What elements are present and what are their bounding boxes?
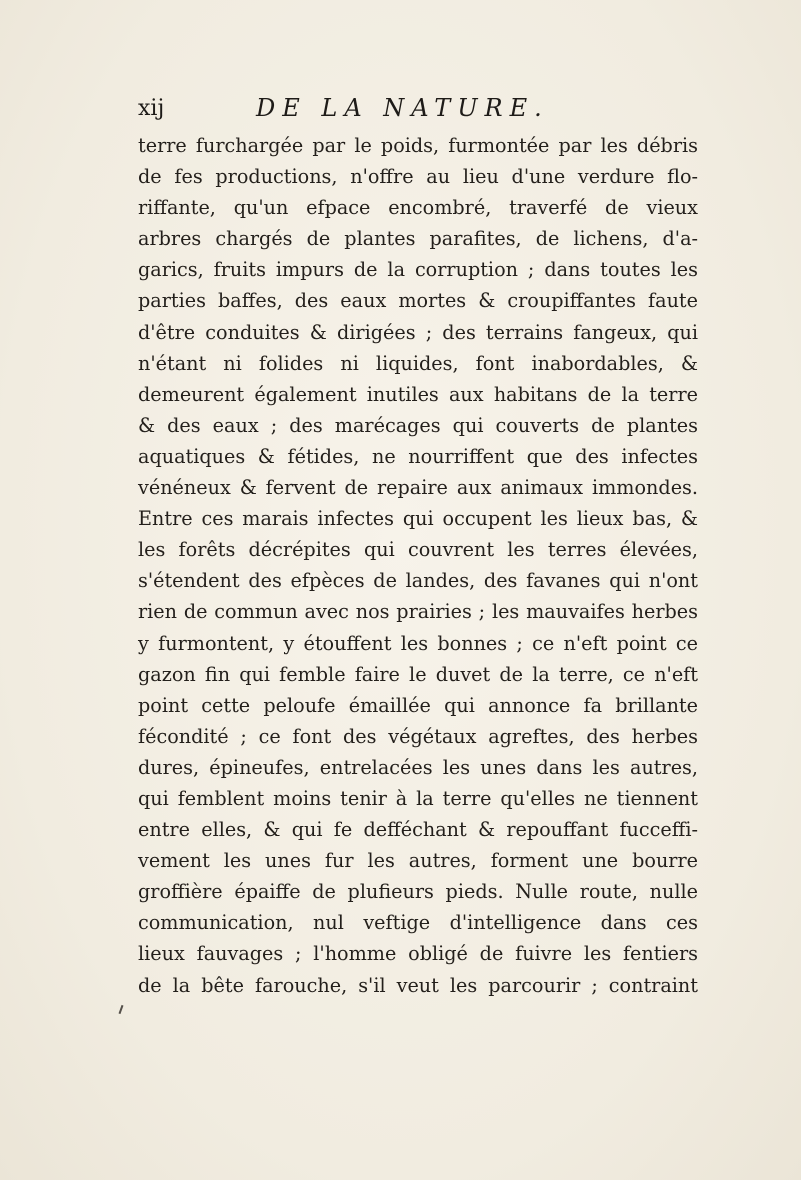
text-line: aquatiques & fétides, ne nourriffent que des infectes [138,444,698,468]
text-line: Entre ces marais infectes qui occupent les lieux bas, & [138,507,698,531]
text-line: vement les unes fur les autres, forment une bourre [138,849,698,873]
text-line: vénéneux & fervent de repaire aux animaux immondes. [138,476,698,500]
text-line: entre elles, & qui fe defféchant & repouffant fucceffi- [138,818,698,842]
text-line: rien de commun avec nos prairies ; les mauvaifes herbes [138,600,698,624]
text-line: lieux fauvages ; l'homme obligé de fuivre les fentiers [138,942,698,966]
text-line: garics, fruits impurs de la corruption ; dans toutes les [138,258,698,282]
text-line: demeurent également inutiles aux habitans de la terre [138,382,698,406]
text-line: arbres chargés de plantes parafites, de lichens, d'a- [138,227,698,251]
text-line: parties baffes, des eaux mortes & croupiffantes faute [138,289,698,313]
text-line: de la bête farouche, s'il veut les parcourir ; contraint [138,973,698,997]
text-line: point cette peloufe émaillée qui annonce fa brillante [138,693,698,717]
text-line: y furmontent, y étouffent les bonnes ; ce n'eft point ce [138,631,698,655]
text-line: groffière épaiffe de plufieurs pieds. Nulle route, nulle [138,880,698,904]
text-line: riffante, qu'un efpace encombré, traverfé de vieux [138,196,698,220]
text-line: d'être conduites & dirigées ; des terrains fangeux, qui [138,320,698,344]
text-line: fécondité ; ce font des végétaux agreftes, des herbes [138,724,698,748]
body-text [138,130,698,1001]
text-line: gazon fin qui femble faire le duvet de la terre, ce n'eft [138,662,698,686]
text-line: les forêts décrépites qui couvrent les terres élevées, [138,538,698,562]
text-line: de fes productions, n'offre au lieu d'une verdure flo- [138,165,698,189]
text-line: qui femblent moins tenir à la terre qu'elles ne tiennent [138,786,698,810]
text-line: dures, épineufes, entrelacées les unes dans les autres, [138,755,698,779]
text-line: communication, nul veftige d'intelligence dans ces [138,911,698,935]
text-line: n'étant ni folides ni liquides, font inabordables, & [138,351,698,375]
page-number: xij [138,96,165,121]
ink-mark [119,1005,124,1014]
text-line: s'étendent des efpèces de landes, des favanes qui n'ont [138,569,698,593]
page-header [138,94,698,130]
text-line: terre furchargée par le poids, furmontée par les débris [138,134,698,157]
text-line: & des eaux ; des marécages qui couverts de plantes [138,413,698,437]
running-title: DE LA NATURE. [256,94,549,122]
